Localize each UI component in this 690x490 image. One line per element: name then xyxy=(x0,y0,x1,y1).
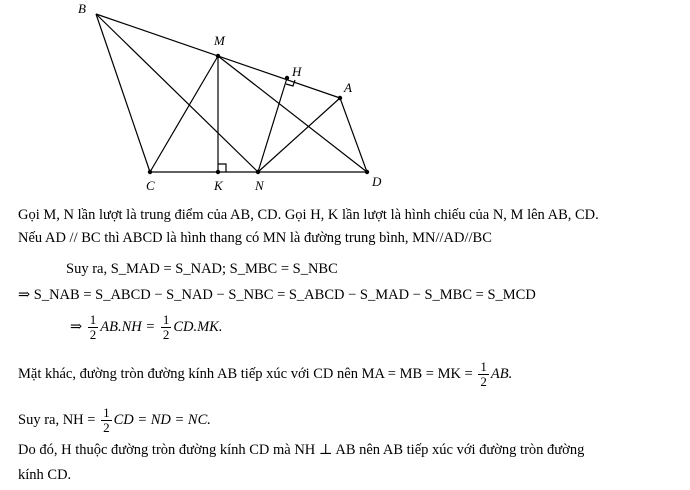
text-line-8: Do đó, H thuộc đường tròn đường kính CD mà NH ⊥ AB nên AB tiếp xúc với đường tròn đường xyxy=(18,442,585,458)
line7-text: Suy ra, NH = xyxy=(18,411,96,428)
point-A xyxy=(338,96,342,100)
fraction-half-1: $\frac{1}{2}$ xyxy=(89,312,97,342)
expr-ab-nh: AB.NH = xyxy=(100,318,156,335)
geometry-figure xyxy=(0,0,690,200)
segment-MC xyxy=(150,56,218,172)
text-line-7 xyxy=(18,406,211,435)
point-H xyxy=(285,76,289,80)
label-M: M xyxy=(214,33,225,48)
figure-points xyxy=(148,54,369,174)
fraction-half-4: $\frac{1}{2}$ xyxy=(103,405,110,435)
point-K xyxy=(216,170,220,174)
segment-NA xyxy=(258,98,340,172)
expr-ab: AB. xyxy=(490,365,513,382)
fraction-half-3: $\frac{1}{2}$ xyxy=(480,359,487,389)
expr-cd-mk: CD.MK. xyxy=(173,318,223,335)
point-M xyxy=(216,54,220,58)
point-C xyxy=(148,170,152,174)
fraction-half-2: $\frac{1}{2}$ xyxy=(162,312,170,342)
text-line-3: Suy ra, S_MAD = S_NAD; S_MBC = S_NBC xyxy=(66,261,338,277)
implies-symbol: ⇒ xyxy=(70,318,83,335)
text-line-2: Nếu AD // BC thì ABCD là hình thang có MN là đường trung bình, MN//AD//BC xyxy=(18,230,492,246)
segment-NH xyxy=(258,78,287,172)
figure-lines xyxy=(96,14,367,172)
expr-cd-nd-nc: CD = ND = NC. xyxy=(113,411,211,428)
point-N xyxy=(256,170,260,174)
text-line-4: ⇒ S_NAB = S_ABCD − S_NAD − S_NBC = S_ABCD − S_MAD − S_MBC = S_MCD xyxy=(18,287,536,303)
label-K: K xyxy=(214,178,223,193)
label-N: N xyxy=(255,178,264,193)
label-B: B xyxy=(78,1,86,16)
label-D: D xyxy=(372,174,382,189)
segment-BN xyxy=(96,14,258,172)
line6-text: Mặt khác, đường tròn đường kính AB tiếp xúc với CD nên MA = MB = MK = xyxy=(18,365,473,382)
label-H: H xyxy=(292,64,302,79)
label-A: A xyxy=(344,80,352,95)
point-D xyxy=(365,170,369,174)
segment-BC xyxy=(96,14,150,172)
text-line-6 xyxy=(18,360,512,389)
label-C: C xyxy=(146,178,155,193)
text-line-9: kính CD. xyxy=(18,467,72,483)
text-line-1: Gọi M, N lần lượt là trung điểm của AB, CD. Gọi H, K lần lượt là hình chiếu của N, M lên AB, CD. xyxy=(18,207,599,223)
text-line-5 xyxy=(70,313,222,342)
